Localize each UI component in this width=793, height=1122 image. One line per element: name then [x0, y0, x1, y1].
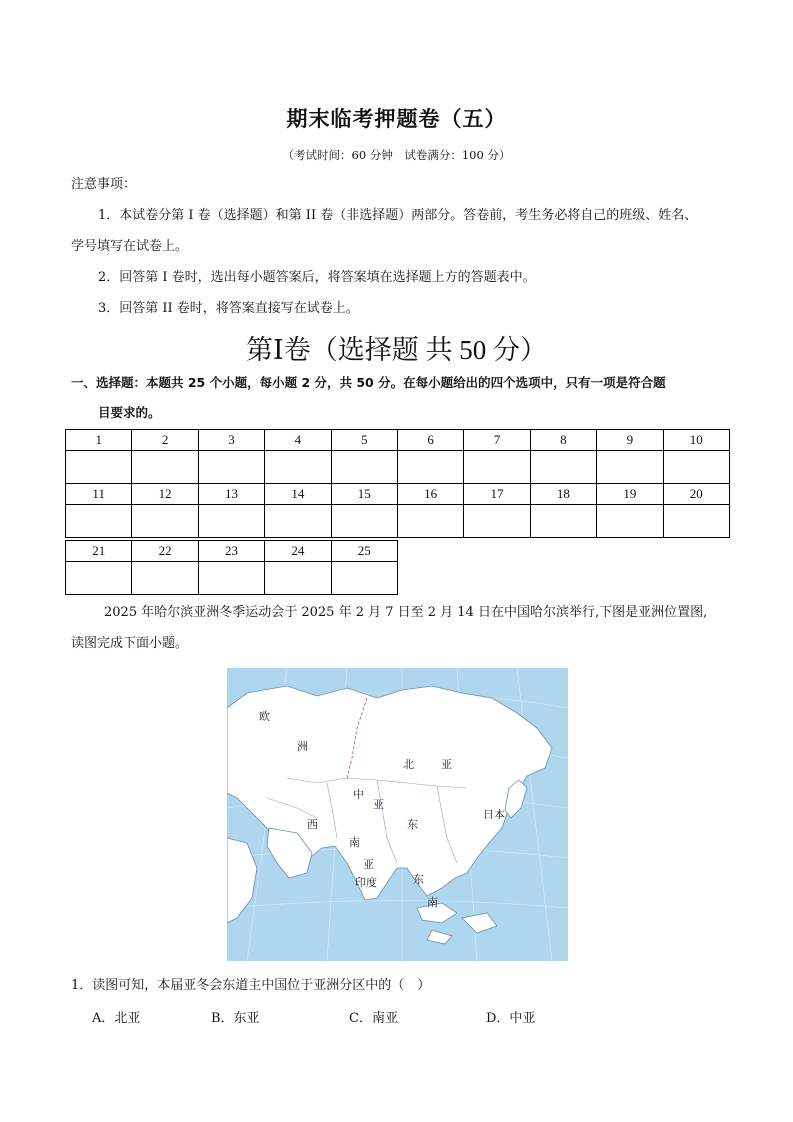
question-number: 20	[663, 484, 729, 505]
question-number: 7	[464, 430, 530, 451]
answer-cell[interactable]	[132, 505, 198, 538]
answer-cell[interactable]	[66, 562, 132, 595]
question-number: 16	[397, 484, 463, 505]
section-title: 第Ⅰ卷（选择题 共 50 分）	[246, 335, 547, 365]
note-item-2: 2．回答第 I 卷时，选出每小题答案后，将答案填在选择题上方的答题表中。	[98, 270, 536, 285]
answer-cell[interactable]	[132, 562, 198, 595]
note-item-3: 3．回答第 II 卷时，将答案直接写在试卷上。	[98, 301, 359, 316]
answer-cell[interactable]	[66, 505, 132, 538]
answer-cell[interactable]	[663, 451, 729, 484]
answer-cell[interactable]	[198, 451, 264, 484]
question-number: 6	[397, 430, 463, 451]
map-label-europe: 欧	[259, 710, 270, 723]
answer-cell[interactable]	[331, 451, 397, 484]
map-label-east: 东	[407, 818, 418, 831]
answer-grid-header-row	[66, 430, 730, 451]
answer-row	[66, 505, 730, 538]
question-number: 2	[132, 430, 198, 451]
map-label-west: 西	[307, 818, 318, 831]
question-number: 23	[198, 541, 264, 562]
answer-cell[interactable]	[397, 505, 463, 538]
answer-cell[interactable]	[397, 451, 463, 484]
instructions-line-2: 目要求的。	[98, 405, 161, 420]
answer-row	[66, 562, 398, 595]
note-item-1-cont: 学号填写在试卷上。	[71, 239, 189, 254]
answer-cell[interactable]	[265, 505, 331, 538]
question-number: 13	[198, 484, 264, 505]
passage-line-2: 读图完成下面小题。	[71, 636, 189, 651]
answer-cell[interactable]	[265, 451, 331, 484]
question-number: 15	[331, 484, 397, 505]
map-label-europe-2: 洲	[297, 740, 308, 753]
answer-cell[interactable]	[66, 451, 132, 484]
question-number: 11	[66, 484, 132, 505]
question-number: 14	[265, 484, 331, 505]
answer-cell[interactable]	[464, 451, 530, 484]
question-number: 19	[597, 484, 663, 505]
map-label-central-2: 亚	[373, 798, 384, 811]
question-number: 21	[66, 541, 132, 562]
answer-row	[66, 451, 730, 484]
answer-cell[interactable]	[663, 505, 729, 538]
question-number: 22	[132, 541, 198, 562]
question-number: 8	[530, 430, 596, 451]
map-label-south: 南	[349, 836, 360, 849]
notes-heading: 注意事项：	[71, 177, 137, 192]
option-d[interactable]: D．中亚	[486, 1011, 536, 1026]
map-label-south-asia: 亚	[363, 858, 374, 871]
question-number: 10	[663, 430, 729, 451]
answer-cell[interactable]	[265, 562, 331, 595]
question-number: 9	[597, 430, 663, 451]
question-number: 24	[265, 541, 331, 562]
question-number: 17	[464, 484, 530, 505]
map-label-north: 北	[403, 758, 414, 771]
option-c[interactable]: C．南亚	[349, 1011, 398, 1026]
page-title: 期末临考押题卷（五）	[286, 107, 507, 131]
question-number: 18	[530, 484, 596, 505]
instructions-line-1: 一、选择题：本题共 25 个小题，每小题 2 分，共 50 分。在每小题给出的四个选项中，只有一项是符合题	[71, 375, 666, 390]
answer-cell[interactable]	[331, 505, 397, 538]
map-label-india: 印度	[355, 876, 377, 889]
answer-cell[interactable]	[198, 562, 264, 595]
answer-cell[interactable]	[530, 505, 596, 538]
answer-grid-header-row	[66, 484, 730, 505]
answer-grid-header-row	[66, 541, 398, 562]
map-label-asia: 亚	[441, 758, 452, 771]
note-item-1: 1．本试卷分第 I 卷（选择题）和第 II 卷（非选择题）两部分。答卷前，考生务必将自己的班级、姓名、	[98, 208, 698, 223]
question-number: 25	[331, 541, 397, 562]
map-label-central: 中	[353, 788, 364, 801]
question-1-stem: 1．读图可知，本届亚冬会东道主中国位于亚洲分区中的（ ）	[71, 978, 431, 993]
answer-cell[interactable]	[132, 451, 198, 484]
exam-info: （考试时间：60 分钟 试卷满分：100 分）	[282, 148, 511, 162]
answer-cell[interactable]	[464, 505, 530, 538]
question-number: 3	[198, 430, 264, 451]
asia-map	[227, 668, 568, 961]
question-number: 1	[66, 430, 132, 451]
answer-grid	[65, 429, 730, 538]
map-label-southeast-2: 南	[427, 896, 438, 909]
answer-cell[interactable]	[597, 505, 663, 538]
answer-cell[interactable]	[198, 505, 264, 538]
answer-grid-last	[65, 540, 398, 595]
passage-line-1: 2025 年哈尔滨亚洲冬季运动会于 2025 年 2 月 7 日至 2 月 14 日在中国哈尔滨举行,下图是亚洲位置图,	[104, 605, 708, 620]
map-label-japan: 日本	[483, 808, 505, 821]
answer-cell[interactable]	[331, 562, 397, 595]
answer-cell[interactable]	[597, 451, 663, 484]
answer-cell[interactable]	[530, 451, 596, 484]
option-a[interactable]: A．北亚	[92, 1011, 141, 1026]
map-label-southeast: 东	[413, 873, 424, 886]
option-b[interactable]: B．东亚	[211, 1011, 260, 1026]
question-number: 5	[331, 430, 397, 451]
question-number: 12	[132, 484, 198, 505]
question-number: 4	[265, 430, 331, 451]
